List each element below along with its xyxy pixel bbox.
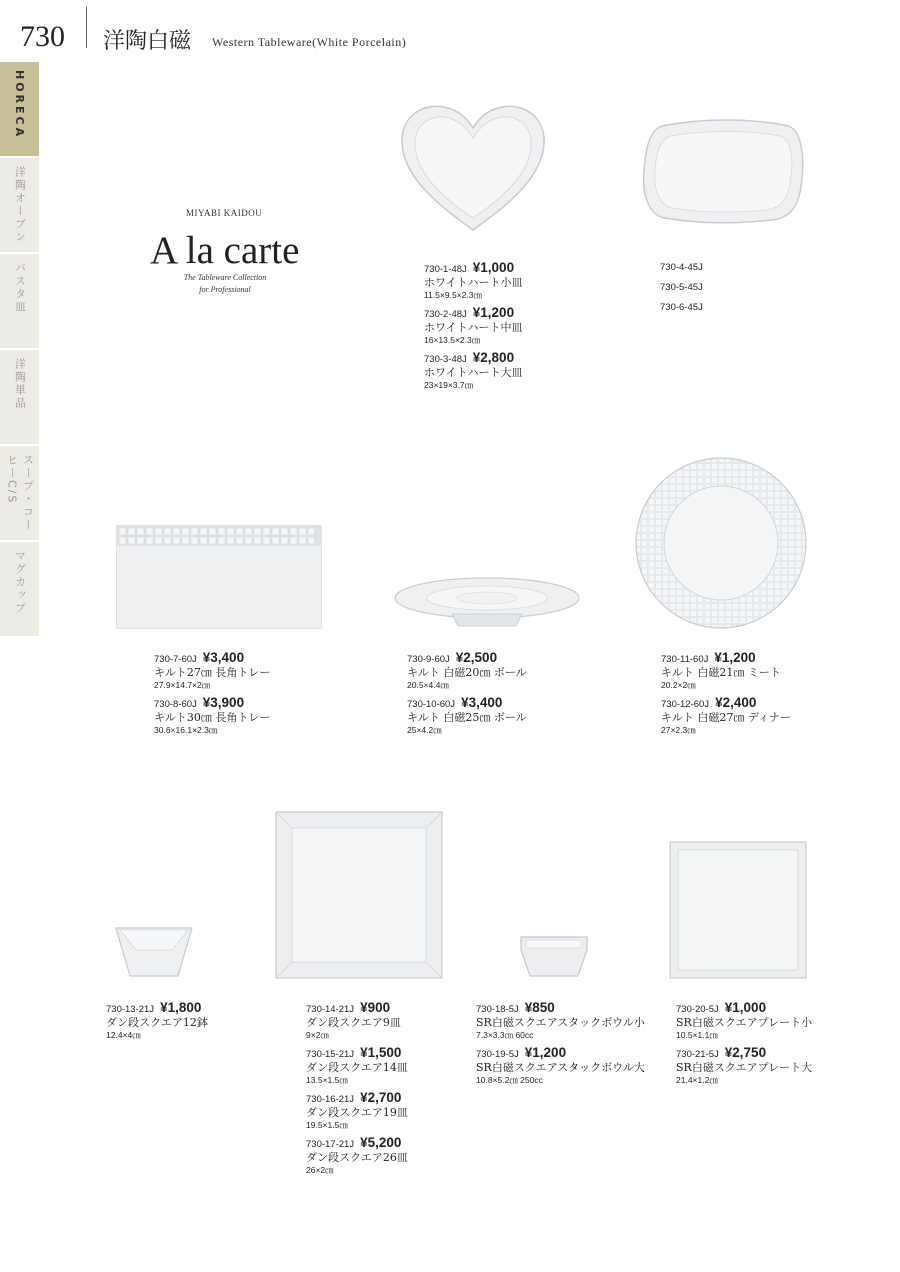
product-name: キルト 白磁20㎝ ボール: [407, 666, 527, 679]
product-price: ¥1,200: [524, 1045, 567, 1060]
quilt-tray-info: [154, 650, 270, 740]
product-name: キルト 白磁27㎝ ディナー: [661, 711, 791, 724]
list-item: [154, 650, 270, 690]
product-price: ¥2,800: [472, 350, 515, 365]
product-name: SR白磁スクエアプレート大: [676, 1061, 813, 1074]
side-tab-label: 洋陶単品: [13, 358, 27, 410]
product-size: 21.4×1.2㎝: [676, 1075, 718, 1085]
list-item: [676, 1045, 812, 1085]
product-size: 23×19×3.7㎝: [424, 380, 474, 390]
product-code: 730-20-5J: [676, 1004, 719, 1015]
stack-bowl-image: [518, 934, 590, 980]
side-tab-single[interactable]: [0, 350, 39, 446]
product-size: 13.5×1.5㎝: [306, 1075, 348, 1085]
product-price: ¥900: [360, 1000, 391, 1015]
header-divider: [86, 6, 87, 48]
heart-plate-info: [424, 260, 522, 395]
product-size: 27×2.3㎝: [661, 725, 696, 735]
list-item: [306, 1135, 408, 1175]
side-tab-horeca[interactable]: [0, 62, 39, 158]
list-item: [661, 695, 791, 735]
product-code: 730-13-21J: [106, 1004, 155, 1015]
brand-tagline-line-1: The Tableware Collection: [183, 273, 267, 282]
oval-plate-info: [660, 262, 703, 322]
page-subtitle: Western Tableware(White Porcelain): [212, 35, 407, 49]
product-code: 730-14-21J: [306, 1004, 355, 1015]
product-code: 730-8-60J: [154, 699, 197, 710]
brand-small-caption: MIYABI KAIDOU: [186, 208, 263, 218]
square-bowl-info: [106, 1000, 208, 1045]
list-item: [424, 305, 522, 345]
product-name: ホワイトハート小皿: [424, 276, 523, 289]
page-title: 洋陶白磁: [103, 29, 192, 54]
product-size: 7.3×3.3㎝ 60cc: [476, 1030, 534, 1040]
product-size: 20.2×2㎝: [661, 680, 696, 690]
sr-square-plate-info: [676, 1000, 812, 1090]
list-item: [306, 1045, 408, 1085]
brand-tagline: [170, 272, 280, 296]
product-size: 16×13.5×2.3㎝: [424, 335, 481, 345]
product-code: 730-21-5J: [676, 1049, 719, 1060]
side-tab-label: パスタ皿: [13, 262, 27, 314]
product-code: 730-3-48J: [424, 354, 467, 365]
product-price: ¥2,500: [455, 650, 498, 665]
side-tab-soup-coffee[interactable]: [0, 446, 39, 542]
product-size: 10.8×5.2㎝ 250cc: [476, 1075, 543, 1085]
product-code: 730-4-45J: [660, 262, 703, 273]
product-size: 26×2㎝: [306, 1165, 334, 1175]
side-tab-nav: [0, 62, 40, 638]
product-price: ¥3,400: [461, 695, 503, 710]
product-size: 20.5×4.4㎝: [407, 680, 449, 690]
list-item: [676, 1000, 812, 1040]
square-bowl-image: [112, 924, 196, 982]
list-item: [306, 1090, 408, 1130]
quilt-round-plate-info: [661, 650, 791, 740]
product-size: 27.9×14.7×2㎝: [154, 680, 211, 690]
list-item: [154, 695, 270, 735]
product-name: ダン段スクエア14皿: [306, 1061, 408, 1074]
side-tab-oven[interactable]: [0, 158, 39, 254]
square-plate-info: [306, 1000, 408, 1180]
product-code: 730-1-48J: [424, 264, 467, 275]
list-item: [476, 1045, 645, 1085]
product-code: 730-6-45J: [660, 302, 703, 313]
list-item: [424, 260, 522, 300]
product-name: SR白磁スクエアスタックボウル小: [476, 1016, 645, 1029]
product-name: ホワイトハート中皿: [424, 321, 523, 334]
product-price: ¥1,200: [472, 305, 515, 320]
product-price: ¥2,750: [724, 1045, 767, 1060]
product-size: 12.4×4㎝: [106, 1030, 141, 1040]
side-tab-label: 洋陶オーブン: [13, 166, 27, 244]
heart-plate-image: [398, 100, 548, 235]
product-price: ¥1,200: [714, 650, 756, 665]
product-name: キルト30㎝ 長角トレー: [154, 711, 271, 724]
product-code: 730-9-60J: [407, 654, 450, 665]
product-code: 730-19-5J: [476, 1049, 519, 1060]
product-price: ¥1,800: [160, 1000, 202, 1015]
product-price: ¥3,900: [202, 695, 245, 710]
product-price: ¥2,400: [715, 695, 757, 710]
list-item: [407, 695, 527, 735]
oval-plate-image: [642, 118, 804, 226]
list-item: [407, 650, 527, 690]
product-price: ¥2,700: [360, 1090, 402, 1105]
product-code: 730-11-60J: [661, 654, 709, 665]
product-code: 730-16-21J: [306, 1094, 355, 1105]
list-item: [306, 1000, 408, 1040]
list-item: [661, 650, 791, 690]
quilt-bowl-image: [392, 574, 582, 632]
product-price: ¥3,400: [202, 650, 245, 665]
product-price: ¥1,500: [360, 1045, 402, 1060]
product-name: ホワイトハート大皿: [424, 366, 523, 379]
product-name: ダン段スクエア19皿: [306, 1106, 408, 1119]
page-number: 730: [20, 20, 65, 53]
product-size: 25×4.2㎝: [407, 725, 442, 735]
product-code: 730-7-60J: [154, 654, 197, 665]
product-code: 730-18-5J: [476, 1004, 519, 1015]
product-code: 730-10-60J: [407, 699, 456, 710]
product-price: ¥1,000: [472, 260, 515, 275]
brand-tagline-line-2: for Professional: [199, 285, 251, 294]
product-size: 19.5×1.5㎝: [306, 1120, 348, 1130]
product-code: 730-12-60J: [661, 699, 710, 710]
product-size: 30.6×16.1×2.3㎝: [154, 725, 218, 735]
product-size: 10.5×1.1㎝: [676, 1030, 718, 1040]
square-plate-image: [274, 810, 444, 980]
product-name: SR白磁スクエアスタックボウル大: [476, 1061, 645, 1074]
product-code: 730-5-45J: [660, 282, 703, 293]
product-code: 730-17-21J: [306, 1139, 355, 1150]
list-item: [106, 1000, 208, 1040]
product-price: ¥1,000: [724, 1000, 767, 1015]
side-tab-label: HORECA: [13, 70, 26, 140]
list-item: [476, 1000, 645, 1040]
product-name: ダン段スクエア12鉢: [106, 1016, 208, 1029]
product-name: SR白磁スクエアプレート小: [676, 1016, 813, 1029]
product-code: 730-15-21J: [306, 1049, 355, 1060]
side-tab-mug[interactable]: [0, 542, 39, 638]
brand-logo-text: A la carte: [150, 229, 300, 272]
quilt-tray-image: [115, 522, 323, 630]
quilt-round-plate-image: [634, 456, 808, 630]
side-tab-label: スープ・コーヒーC/S: [5, 454, 35, 532]
side-tab-label: マグカップ: [13, 550, 27, 615]
product-name: キルト27㎝ 長角トレー: [154, 666, 271, 679]
product-size: 9×2㎝: [306, 1030, 329, 1040]
product-price: ¥5,200: [360, 1135, 402, 1150]
product-name: キルト 白磁21㎝ ミート: [661, 666, 781, 679]
stack-bowl-info: [476, 1000, 645, 1090]
product-price: ¥850: [524, 1000, 555, 1015]
product-name: キルト 白磁25㎝ ボール: [407, 711, 527, 724]
product-name: ダン段スクエア26皿: [306, 1151, 408, 1164]
product-size: 11.5×9.5×2.3㎝: [424, 290, 482, 300]
product-name: ダン段スクエア9皿: [306, 1016, 401, 1029]
quilt-bowl-info: [407, 650, 527, 740]
side-tab-pasta[interactable]: [0, 254, 39, 350]
sr-square-plate-image: [668, 840, 808, 980]
product-code: 730-2-48J: [424, 309, 467, 320]
list-item: [424, 350, 522, 390]
